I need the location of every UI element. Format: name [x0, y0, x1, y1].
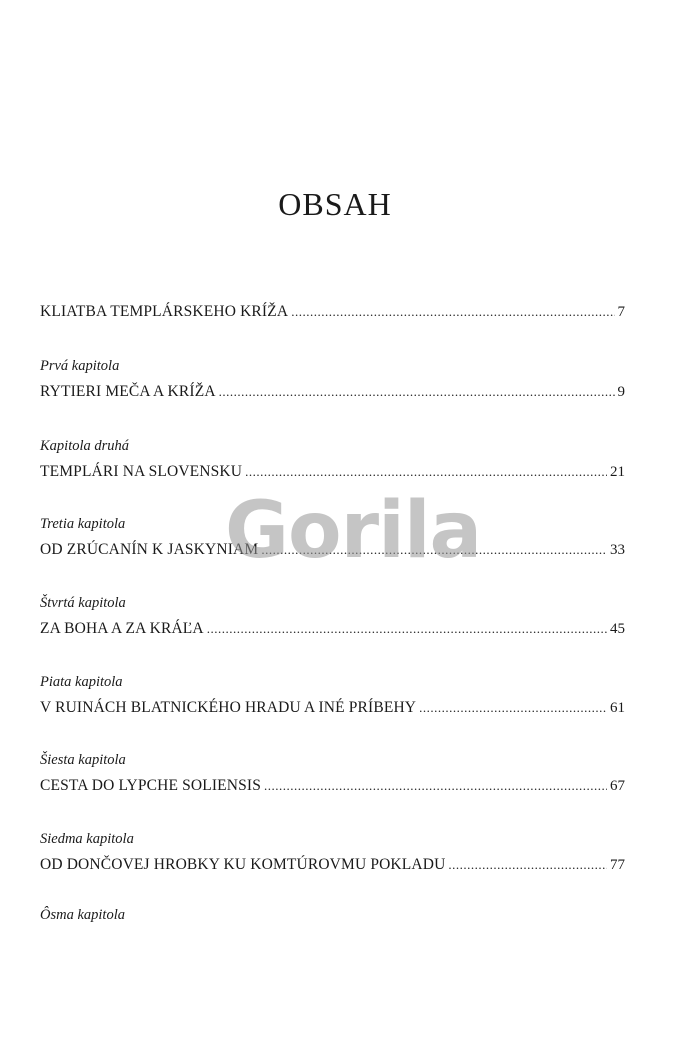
toc-page-number: 61 — [610, 700, 625, 716]
page-title: OBSAH — [278, 186, 392, 222]
toc-entry-chapter-4 — [40, 593, 625, 640]
dot-leader — [264, 775, 607, 797]
toc-title: OD ZRÚCANÍN K JASKYNIAM — [40, 541, 259, 558]
chapter-label: Štvrtá kapitola — [40, 595, 126, 611]
toc-entry-chapter-5 — [40, 672, 625, 719]
chapter-label: Prvá kapitola — [40, 358, 120, 374]
toc-line — [40, 539, 625, 561]
toc-page-number: 21 — [610, 464, 625, 480]
toc-line — [40, 697, 625, 719]
watermark-logo: Gorila — [225, 486, 482, 576]
toc-entry-chapter-7 — [40, 829, 625, 876]
toc-title: OD DONČOVEJ HROBKY KU KOMTÚROVMU POKLADU — [40, 856, 446, 873]
dot-leader — [261, 539, 607, 561]
toc-page-number: 9 — [617, 384, 625, 400]
toc-line — [40, 301, 625, 323]
toc-line — [40, 381, 625, 403]
toc-title: ZA BOHA A ZA KRÁĽA — [40, 620, 204, 637]
toc-title: RYTIERI MEČA A KRÍŽA — [40, 383, 216, 400]
dot-leader — [219, 381, 615, 403]
toc-page-number: 45 — [610, 621, 625, 637]
toc-title: TEMPLÁRI NA SLOVENSKU — [40, 463, 243, 480]
toc-entry-chapter-8 — [40, 905, 625, 930]
toc-entry-chapter-3 — [40, 514, 625, 561]
toc-line — [40, 618, 625, 640]
dot-leader — [207, 618, 607, 640]
dot-leader — [291, 301, 614, 323]
toc-entry-chapter-2 — [40, 436, 625, 483]
dot-leader — [419, 697, 607, 719]
toc-title: V RUINÁCH BLATNICKÉHO HRADU A INÉ PRÍBEHY — [40, 699, 417, 716]
toc-line — [40, 461, 625, 483]
dot-leader — [245, 461, 607, 483]
toc-page-number: 33 — [610, 542, 625, 558]
chapter-label: Šiesta kapitola — [40, 752, 126, 768]
toc-title: KLIATBA TEMPLÁRSKEHO KRÍŽA — [40, 303, 289, 320]
toc-line — [40, 854, 625, 876]
chapter-label: Kapitola druhá — [40, 438, 130, 454]
toc-page-number: 67 — [610, 778, 625, 794]
toc-entry-chapter-6 — [40, 750, 625, 797]
toc-page-number: 77 — [610, 857, 625, 873]
toc-title: CESTA DO LYPCHE SOLIENSIS — [40, 777, 261, 794]
chapter-label: Piata kapitola — [40, 674, 123, 690]
chapter-label: Ôsma kapitola — [40, 907, 125, 923]
toc-entry-chapter-1 — [40, 356, 625, 403]
toc-page-number: 7 — [617, 304, 625, 320]
chapter-label: Tretia kapitola — [40, 516, 126, 532]
chapter-label: Siedma kapitola — [40, 831, 134, 847]
toc-line — [40, 775, 625, 797]
dot-leader — [448, 854, 607, 876]
toc-entry-intro — [40, 301, 625, 323]
